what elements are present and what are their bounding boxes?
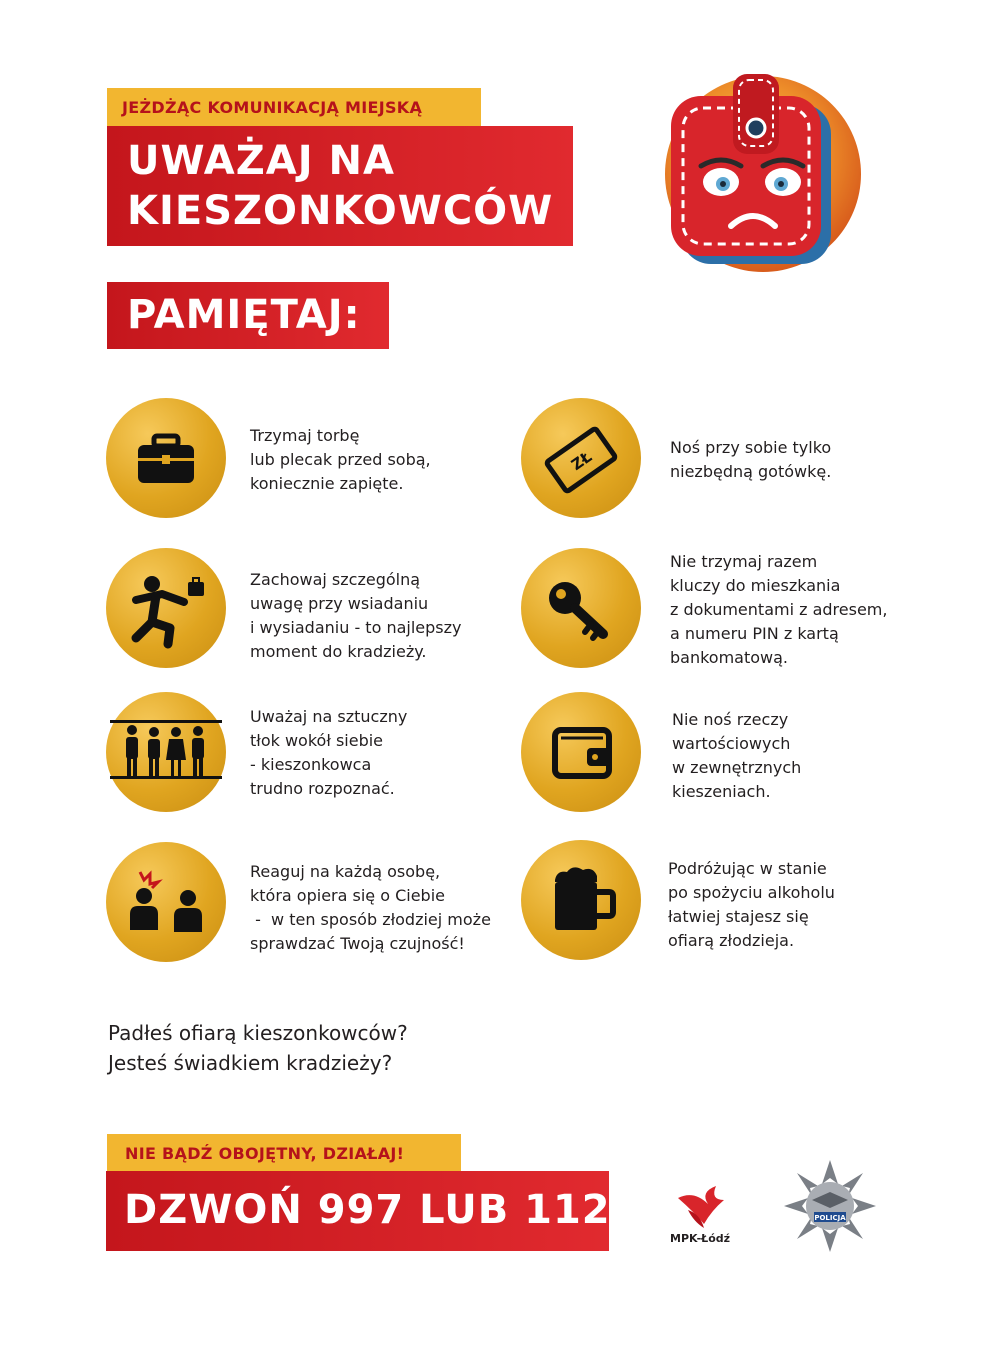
remember-banner xyxy=(107,282,389,349)
tip-line: po spożyciu alkoholu xyxy=(668,883,835,902)
tip-line: Noś przy sobie tylko xyxy=(670,438,832,457)
wallet-icon xyxy=(521,692,641,812)
beer-mug-icon xyxy=(521,840,641,960)
question-line-2: Jesteś świadkiem kradzieży? xyxy=(108,1051,393,1075)
tip-right-2 xyxy=(670,550,887,670)
running-person-icon xyxy=(106,548,226,668)
cta-kicker-banner xyxy=(107,1134,461,1171)
tip-line: tłok wokół siebie xyxy=(250,731,384,750)
cta-call-banner xyxy=(106,1171,609,1251)
key-icon xyxy=(521,548,641,668)
tip-line: lub plecak przed sobą, xyxy=(250,450,431,469)
tip-line: Uważaj na sztuczny xyxy=(250,707,408,726)
people-bump-circle xyxy=(106,842,226,962)
tip-line: ofiarą złodzieja. xyxy=(668,931,795,950)
tip-line: moment do kradzieży. xyxy=(250,642,427,661)
top-kicker-text: JEŻDŻĄC KOMUNIKACJĄ MIEJSKĄ xyxy=(122,98,423,117)
tip-line: wartościowych xyxy=(672,734,791,753)
tip-line: Podróżując w stanie xyxy=(668,859,827,878)
tip-line: Nie noś rzeczy xyxy=(672,710,789,729)
tip-left-1 xyxy=(250,424,431,496)
wallet-circle xyxy=(521,692,641,812)
sad-wallet-mascot-icon xyxy=(643,74,883,274)
tip-line: i wysiadaniu - to najlepszy xyxy=(250,618,462,637)
tip-line: łatwiej stajesz się xyxy=(668,907,809,926)
tip-line: z dokumentami z adresem, xyxy=(670,600,888,619)
tip-right-4 xyxy=(668,857,835,953)
victim-question xyxy=(108,1018,408,1078)
people-bump-icon xyxy=(106,842,226,962)
tip-line: Zachowaj szczególną xyxy=(250,570,421,589)
tip-left-4 xyxy=(250,860,491,956)
tip-line: a numeru PIN z kartą xyxy=(670,624,839,643)
police-label: POLICJA xyxy=(814,1214,846,1222)
cta-kicker-text: NIE BĄDŹ OBOJĘTNY, DZIAŁAJ! xyxy=(125,1144,405,1163)
headline-line-1: UWAŻAJ NA xyxy=(127,138,395,184)
tip-line: która opiera się o Ciebie xyxy=(250,886,445,905)
police-badge-icon xyxy=(782,1158,878,1254)
top-kicker-banner xyxy=(107,88,481,126)
tip-line: sprawdzać Twoją czujność! xyxy=(250,934,465,953)
crowd-circle xyxy=(106,692,226,812)
tip-right-1 xyxy=(670,436,831,484)
question-line-1: Padłeś ofiarą kieszonkowców? xyxy=(108,1021,408,1045)
banknote-icon xyxy=(521,398,641,518)
tip-line: Nie trzymaj razem xyxy=(670,552,818,571)
banknote-label: ZŁ xyxy=(568,447,596,475)
tip-line: kieszeniach. xyxy=(672,782,771,801)
cta-call-text: DZWOŃ 997 LUB 112 xyxy=(124,1187,611,1233)
tip-line: Reaguj na każdą osobę, xyxy=(250,862,441,881)
tip-line: Trzymaj torbę xyxy=(250,426,360,445)
crowd-icon xyxy=(106,692,226,812)
briefcase-icon xyxy=(106,398,226,518)
tip-line: - kieszonkowca xyxy=(250,755,372,774)
key-circle xyxy=(521,548,641,668)
briefcase-circle xyxy=(106,398,226,518)
banknote-circle xyxy=(521,398,641,518)
tip-line: uwagę przy wsiadaniu xyxy=(250,594,429,613)
tip-line: niezbędną gotówkę. xyxy=(670,462,832,481)
tip-line: w zewnętrznych xyxy=(672,758,802,777)
tip-line: trudno rozpoznać. xyxy=(250,779,395,798)
mpk-name-label: MPK-Łódź xyxy=(670,1232,731,1245)
headline-banner xyxy=(107,126,573,246)
tip-line: bankomatową. xyxy=(670,648,789,667)
headline-line-2: KIESZONKOWCÓW xyxy=(127,188,554,234)
tip-left-2 xyxy=(250,568,462,664)
running-person-circle xyxy=(106,548,226,668)
beer-mug-circle xyxy=(521,840,641,960)
tip-line: - w ten sposób złodziej może xyxy=(250,910,491,929)
tip-right-3 xyxy=(672,708,801,804)
tip-left-3 xyxy=(250,705,407,801)
tip-line: kluczy do mieszkania xyxy=(670,576,841,595)
tip-line: koniecznie zapięte. xyxy=(250,474,404,493)
remember-text: PAMIĘTAJ: xyxy=(127,292,361,338)
